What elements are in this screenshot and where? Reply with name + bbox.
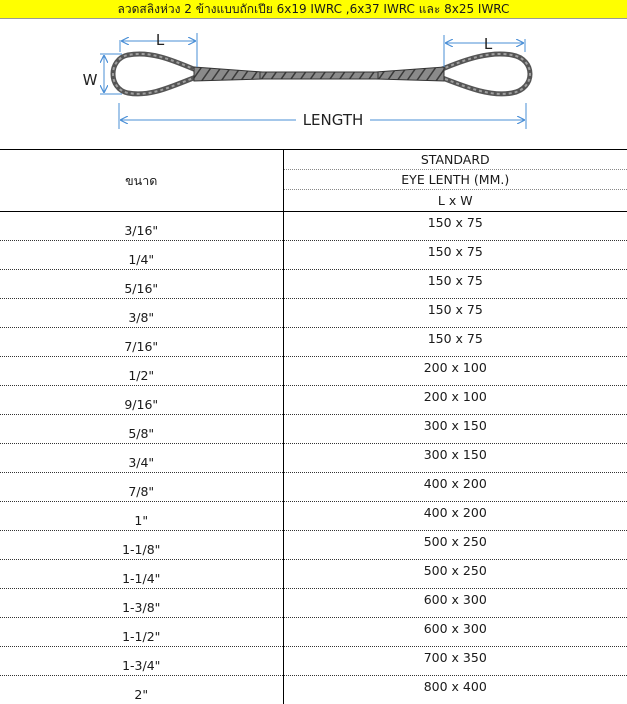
wire-size-cell: 3/8" bbox=[0, 299, 283, 328]
table-row bbox=[0, 647, 627, 676]
table-row bbox=[0, 328, 627, 357]
table-row bbox=[0, 212, 627, 241]
eye-dimension-cell: 700 x 350 bbox=[283, 647, 627, 676]
eye-dimension-cell: 200 x 100 bbox=[283, 386, 627, 415]
wire-size-cell: 1-1/8" bbox=[0, 531, 283, 560]
left-braid-splice bbox=[194, 67, 262, 81]
wire-size-cell: 3/16" bbox=[0, 212, 283, 241]
page-title: ลวดสลิงห่วง 2 ข้างแบบถักเปีย 6x19 IWRC ,6x37 IWRC และ 8x25 IWRC bbox=[0, 0, 627, 19]
wire-size-cell: 3/4" bbox=[0, 444, 283, 473]
dimension-header: L x W bbox=[283, 190, 627, 212]
eye-dimension-cell: 150 x 75 bbox=[283, 270, 627, 299]
left-eye-loop bbox=[113, 54, 196, 94]
eye-dimension-cell: 600 x 300 bbox=[283, 589, 627, 618]
table-row bbox=[0, 270, 627, 299]
sling-diagram bbox=[0, 19, 627, 149]
wire-size-cell: 1/4" bbox=[0, 241, 283, 270]
eye-length-header: EYE LENTH (MM.) bbox=[283, 170, 627, 190]
label-w: W bbox=[82, 71, 98, 89]
eye-dimension-cell: 400 x 200 bbox=[283, 502, 627, 531]
label-l-left: L bbox=[155, 31, 165, 49]
eye-dimension-cell: 300 x 150 bbox=[283, 444, 627, 473]
wire-size-cell: 7/16" bbox=[0, 328, 283, 357]
wire-size-cell: 5/16" bbox=[0, 270, 283, 299]
table-row bbox=[0, 241, 627, 270]
rope-body bbox=[260, 72, 378, 79]
table-row bbox=[0, 676, 627, 704]
wire-size-cell: 9/16" bbox=[0, 386, 283, 415]
table-row bbox=[0, 560, 627, 589]
right-braid-splice bbox=[376, 67, 444, 81]
table-row bbox=[0, 299, 627, 328]
label-l-right: L bbox=[483, 35, 493, 53]
table-row bbox=[0, 357, 627, 386]
table-header-row bbox=[0, 150, 627, 170]
eye-dimension-cell: 200 x 100 bbox=[283, 357, 627, 386]
wire-rope-sling-illustration bbox=[0, 19, 627, 149]
right-eye-loop bbox=[440, 54, 530, 94]
eye-length-table bbox=[0, 149, 627, 704]
table-row bbox=[0, 589, 627, 618]
wire-size-cell: 1/2" bbox=[0, 357, 283, 386]
eye-dimension-cell: 150 x 75 bbox=[283, 212, 627, 241]
table-row bbox=[0, 531, 627, 560]
eye-dimension-cell: 300 x 150 bbox=[283, 415, 627, 444]
table-row bbox=[0, 444, 627, 473]
size-header: ขนาด bbox=[0, 150, 283, 212]
wire-size-cell: 2" bbox=[0, 676, 283, 704]
eye-dimension-cell: 400 x 200 bbox=[283, 473, 627, 502]
eye-dimension-cell: 150 x 75 bbox=[283, 328, 627, 357]
table-row bbox=[0, 473, 627, 502]
standard-header: STANDARD bbox=[283, 150, 627, 170]
eye-dimension-cell: 500 x 250 bbox=[283, 560, 627, 589]
eye-dimension-cell: 600 x 300 bbox=[283, 618, 627, 647]
wire-size-cell: 7/8" bbox=[0, 473, 283, 502]
wire-size-cell: 1-3/4" bbox=[0, 647, 283, 676]
eye-dimension-cell: 800 x 400 bbox=[423, 678, 487, 694]
wire-size-cell: 1" bbox=[0, 502, 283, 531]
wire-size-cell: 1-1/4" bbox=[0, 560, 283, 589]
eye-dimension-cell: 500 x 250 bbox=[283, 531, 627, 560]
wire-size-cell: 1-3/8" bbox=[0, 589, 283, 618]
table-row bbox=[0, 502, 627, 531]
wire-size-cell: 1-1/2" bbox=[0, 618, 283, 647]
table-row bbox=[0, 386, 627, 415]
eye-dimension-cell: 150 x 75 bbox=[283, 299, 627, 328]
wire-size-cell: 5/8" bbox=[0, 415, 283, 444]
table-row bbox=[0, 618, 627, 647]
table-row bbox=[0, 415, 627, 444]
eye-dimension-cell: 150 x 75 bbox=[283, 241, 627, 270]
label-length: LENGTH bbox=[302, 111, 364, 129]
